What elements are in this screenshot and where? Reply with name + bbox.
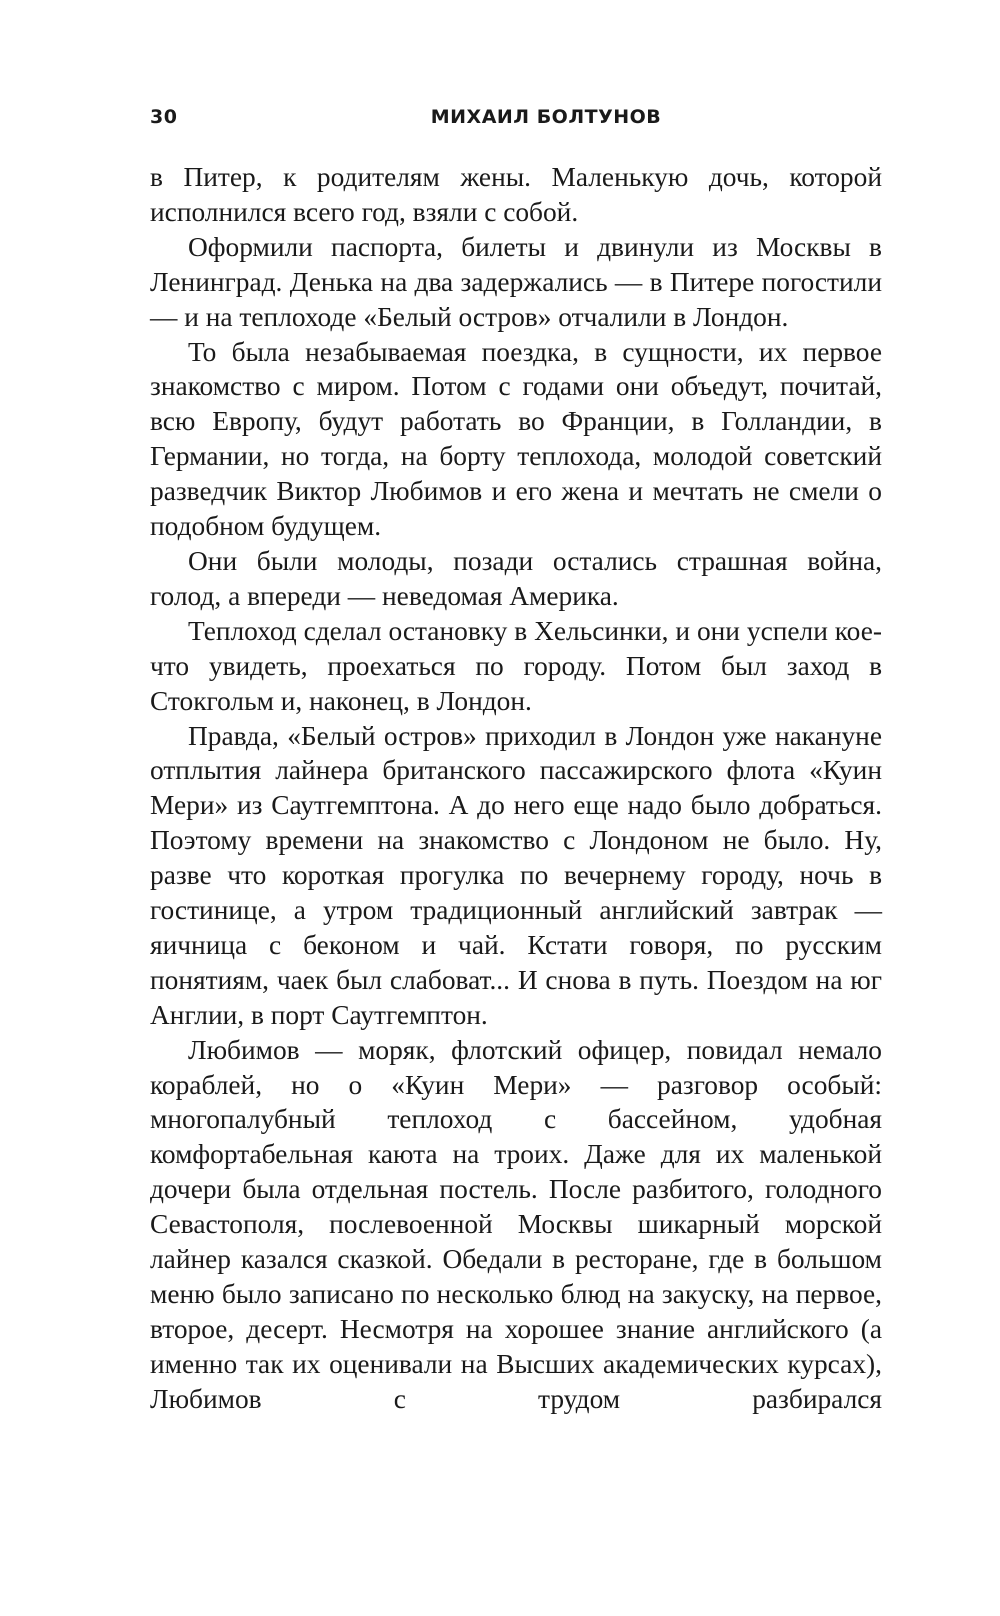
paragraph: Теплоход сделал остановку в Хельсинки, и они успели кое-что увидеть, проехаться по городу. Потом был заход в Стокгольм и, наконец, в Лондон. [150, 615, 882, 716]
page-number: 30 [150, 106, 178, 128]
paragraph: Правда, «Белый остров» приходил в Лондон уже накануне отплытия лайнера британского пассажирского флота «Куин Мери» из Саутгемптона. А до него еще надо было добраться. Поэтому времени на знакомство с Лондоном не было. Ну, разве что короткая прогулка по вечернему городу, ночь в гостинице, а утром традиционный английский завтрак — яичница с беконом и чай. Кстати говоря, по русским понятиям, чаек был слабоват... И снова в путь. Поездом на юг Англии, в порт Саутгемптон. [150, 720, 882, 1030]
book-page [150, 102, 882, 1417]
paragraph: То была незабываемая поездка, в сущности, их первое знакомство с миром. Потом с годами они объедут, почитай, всю Европу, будут работать во Франции, в Голландии, в Германии, но тогда, на борту теплохода, молодой советский разведчик Виктор Любимов и его жена и мечтать не смели о подобном будущем. [150, 336, 882, 542]
paragraph: Оформили паспорта, билеты и двинули из Москвы в Ленинград. Денька на два задержались — в Питере погостили — и на теплоходе «Белый остров» отчалили в Лондон. [150, 231, 882, 332]
paragraph: в Питер, к родителям жены. Маленькую дочь, которой исполнился всего год, взяли с собой. [150, 162, 882, 227]
paragraph: Они были молоды, позади остались страшная война, голод, а впереди — неведомая Америка. [150, 545, 882, 611]
running-head-author: МИХАИЛ БОЛТУНОВ [430, 106, 662, 128]
paragraph: Любимов — моряк, флотский офицер, повидал немало кораблей, но о «Куин Мери» — разговор особый: многопалубный теплоход с бассейном, удобная комфортабельная каюта на троих. Даже для их маленькой дочери была отдельная постель. После разбитого, голодного Севастополя, послевоенной Москвы шикарный морской лайнер казался сказкой. Обедали в ресторане, где в большом меню было записано по несколько блюд на закуску, на первое, второе, десерт. Несмотря на хорошее знание английского (а именно так их оценивали на Высших академических курсах), Любимов с трудом разбирался [150, 1034, 882, 1414]
body-text [150, 160, 882, 1417]
running-head [150, 102, 882, 138]
